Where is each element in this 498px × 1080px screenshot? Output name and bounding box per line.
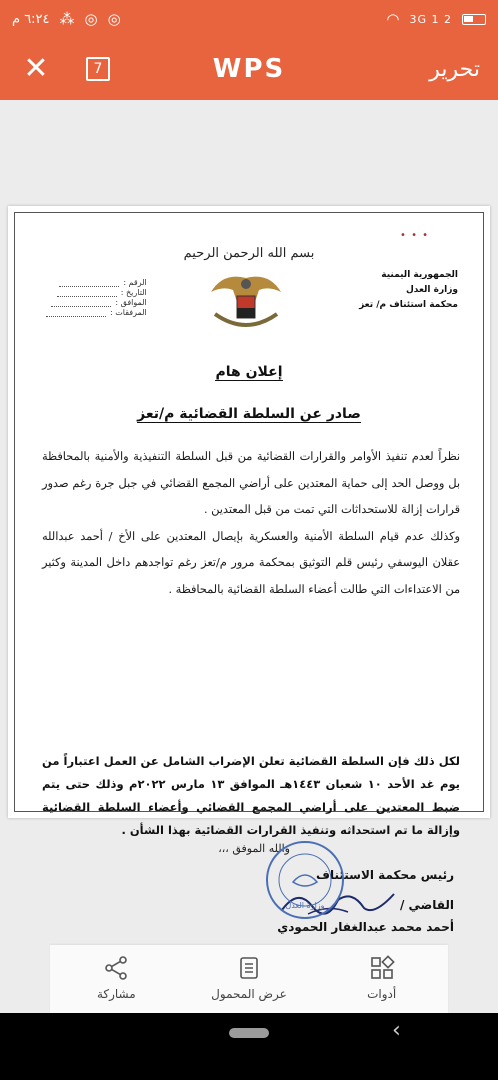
app-bar	[0, 38, 498, 100]
share-button[interactable]	[56, 945, 176, 1001]
bottom-toolbar	[50, 945, 448, 1013]
ref-date-label: التاريخ :	[120, 288, 147, 297]
back-chevron-icon[interactable]: ‹	[392, 1018, 401, 1043]
wifi-icon: ◠	[386, 9, 400, 28]
status-bar-right	[386, 9, 486, 28]
mobile-view-icon	[236, 955, 262, 981]
header-line-country: الجمهورية اليمنية	[381, 270, 458, 280]
signer-title: رئيس محكمة الاستئناف	[316, 868, 454, 882]
decorative-dots: • • •	[400, 230, 430, 241]
mobile-view-label: عرض المحمول	[211, 987, 287, 1001]
tools-button[interactable]	[322, 945, 442, 1001]
issued-by: صادر عن السلطة القضائية م/تعز	[137, 406, 361, 422]
tab-count: 7	[93, 61, 103, 77]
signer-name: أحمد محمد عبدالغفار الحمودي	[277, 920, 454, 934]
notice-body	[42, 444, 460, 603]
tools-label: أدوات	[367, 987, 397, 1001]
header-line-ministry: وزارة العدل	[405, 285, 458, 295]
ref-number-label: الرقم :	[123, 278, 147, 287]
status-bar-left	[12, 9, 121, 28]
share-label: مشاركة	[96, 987, 136, 1001]
mobile-view-button[interactable]	[189, 945, 309, 1001]
document-page[interactable]	[8, 206, 490, 934]
chrome-icon-2: ◎	[107, 9, 121, 28]
ref-corresponding-label: الموافق :	[115, 298, 147, 307]
close-button[interactable]	[18, 51, 54, 86]
paragraph-2: وكذلك عدم قيام السلطة الأمنية والعسكرية بإيصال المعتدين على الأخ / أحمد عبدالله عقلان اليوسفي رئيس قلم التوثيق بمحكمة مرور م/تعز رغم تواجدهم داخل المدينة وكثير من الاعتداءات التي طالت أعضاء السلطة القضائية بالمحافظة .	[42, 529, 460, 596]
header-institution	[359, 268, 458, 313]
closing-regards: والله الموفق ،،،	[218, 842, 290, 855]
tools-grid-icon	[369, 955, 395, 981]
stamp-text: وزارة العدل	[285, 901, 325, 910]
tabs-button[interactable]	[86, 57, 110, 81]
paragraph-1: نظراً لعدم تنفيذ الأوامر والقرارات القضائية من قبل السلطة التنفيذية والأمنية بالمحافظة بل ووصل الحد إلى حماية المعتدين على أراضي المجمع القضائي في جبل جرة رغم صدور قرارات إزالة للاستحداثات التي تمت من قبل المعتدين .	[42, 450, 460, 516]
wps-logo: WPS	[212, 54, 286, 84]
header-line-court: محكمة استئناف م/ تعز	[359, 300, 458, 310]
close-icon: ✕	[23, 51, 49, 86]
national-emblem-icon	[203, 262, 289, 334]
signal-indicator: 3G 1 2	[409, 12, 452, 26]
system-nav-bar	[0, 1013, 498, 1080]
document-viewer[interactable]	[0, 100, 498, 940]
strike-announcement: لكل ذلك فإن السلطة القضائية تعلن الإضراب الشامل عن العمل اعتباراً من يوم غد الأحد ١٠ شعبان ١٤٤٣هـ الموافق ١٣ مارس ٢٠٢٢م وذلك حتى يتم ضبط المعتدين على أراضي المجمع القضائي وأعضاء السلطة القضائية وإزالة ما تم استحداثه وتنفيذ القرارات القضائية بهذا الشأن .	[42, 754, 460, 837]
chrome-icon: ◎	[84, 9, 98, 28]
home-gesture-pill[interactable]	[229, 1028, 269, 1038]
app-notification-icon: ⁂	[59, 9, 75, 28]
edit-button[interactable]: تحرير	[429, 56, 480, 82]
status-time: ٦:٢٤ م	[12, 11, 50, 27]
header-reference-fields	[46, 278, 147, 318]
judge-label: القاضي /	[399, 898, 454, 912]
share-icon	[103, 955, 129, 981]
official-stamp-icon	[263, 838, 347, 922]
bismillah-text: بسم الله الرحمن الرحيم	[183, 246, 315, 261]
battery-icon	[462, 14, 486, 25]
status-bar	[0, 0, 498, 38]
notice-title: إعلان هام	[215, 364, 283, 380]
ref-attachments-label: المرفقات :	[110, 308, 147, 317]
